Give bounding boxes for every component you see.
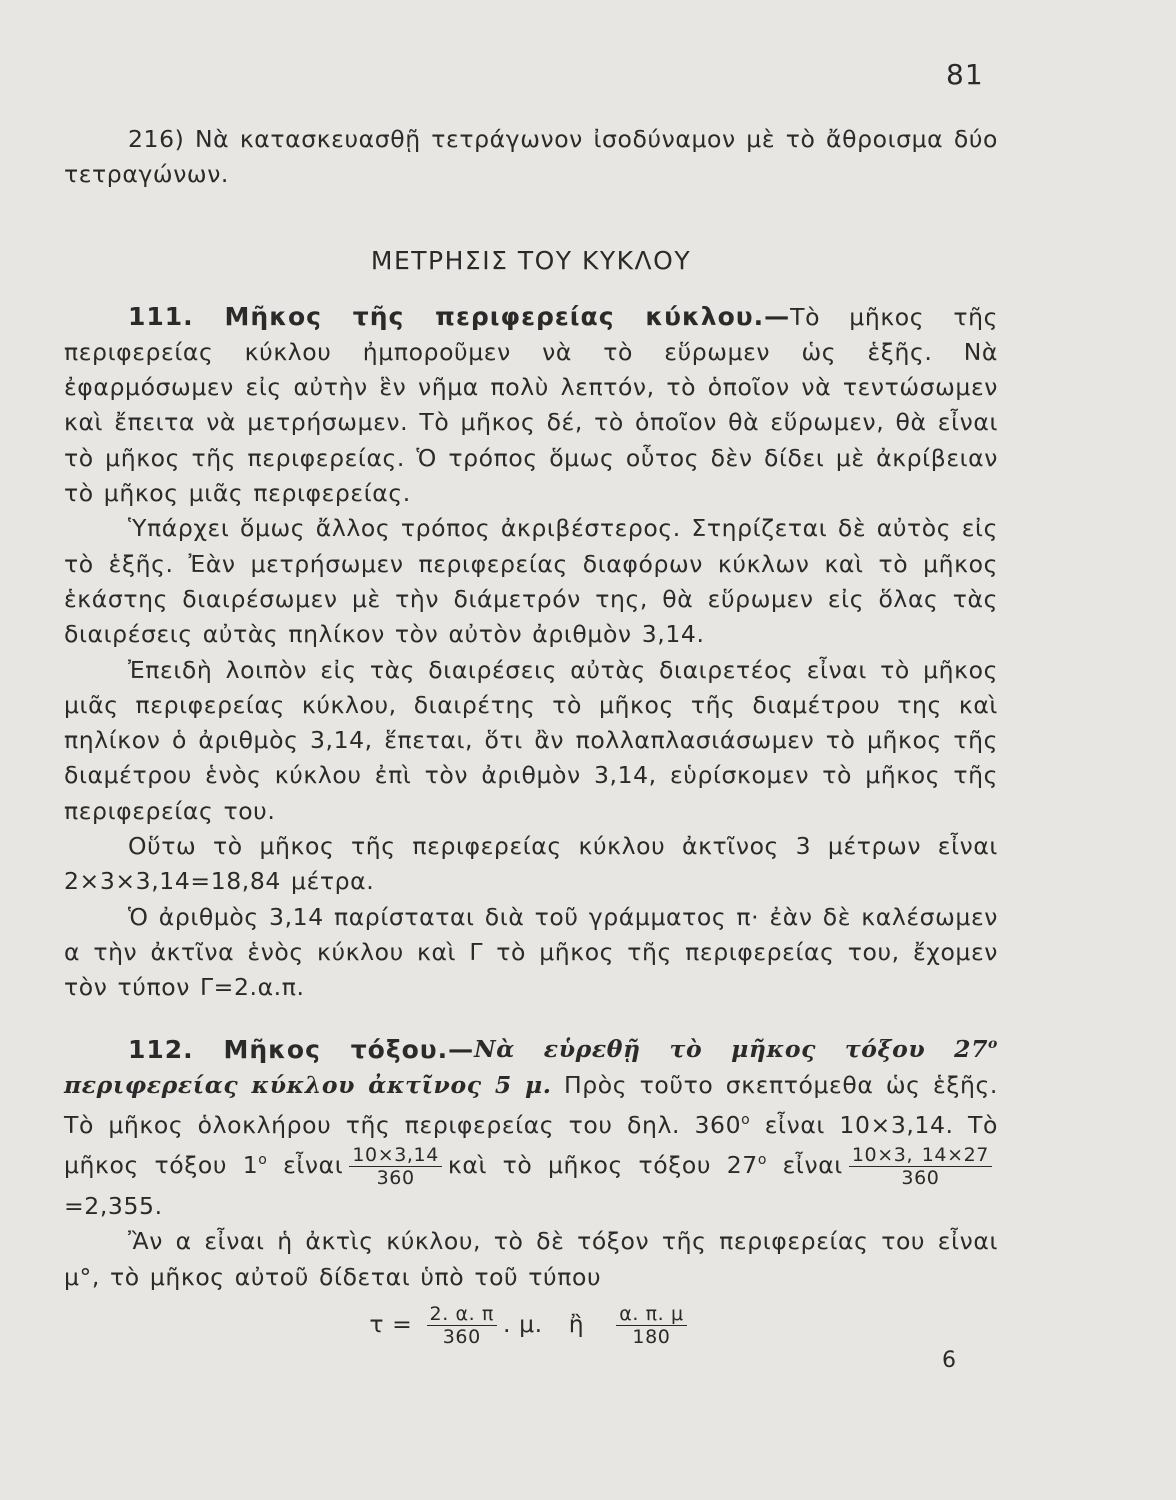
text-d: καὶ τὸ μῆκος τόξου 27 (447, 1150, 758, 1179)
formula-multiply: . μ. (502, 1309, 543, 1338)
degree-sign: ο (988, 1036, 998, 1053)
fraction-denominator: 360 (442, 1325, 481, 1348)
page-content (64, 122, 998, 1349)
section-111-para-1 (64, 299, 998, 512)
section-111-heading: 111. Μῆκος τῆς περιφερείας κύκλου.— (128, 301, 791, 331)
text-f: =2,355. (64, 1191, 163, 1220)
section-112-heading: 112. Μῆκος τόξου.— (128, 1034, 475, 1064)
fraction-numerator: 10×3, 14×27 (849, 1144, 992, 1167)
fraction-arc-27-degrees (849, 1144, 992, 1189)
section-title: ΜΕΤΡΗΣΙΣ ΤΟΥ ΚΥΚΛΟΥ (370, 245, 692, 275)
exercise-216: 216) Νὰ κατασκευασθῇ τετράγωνον ἰσοδύναμον μὲ τὸ ἄθροισμα δύο τετραγώνων. (64, 125, 998, 189)
formula-lhs: τ = (369, 1309, 413, 1338)
degree-sign: ο (741, 1111, 751, 1128)
text-c: εἶναι (267, 1150, 344, 1179)
section-111-para-5: Ὁ ἀριθμὸς 3,14 παρίσταται διὰ τοῦ γράμματος π· ἐὰν δὲ καλέσωμεν α τὴν ἀκτῖνα ἑνὸς κύκλου καὶ Γ τὸ μῆκος τῆς περιφερείας του, ἔχομεν τὸν τύπον Γ=2.α.π. (64, 902, 998, 1002)
section-111-para-1-text: Τὸ μῆκος τῆς περιφερείας κύκλου ἠμποροῦμεν νὰ τὸ εὕρωμεν ὡς ἑξῆς. Νὰ ἐφαρμόσωμεν εἰς αὐτὴν ἓν νῆμα πολὺ λεπτόν, τὸ ὁποῖον νὰ τεντώσωμεν καὶ ἔπειτα νὰ μετρήσωμεν. Τὸ μῆκος δέ, τὸ ὁποῖον θὰ εὕρωμεν, θὰ εἶναι τὸ μῆκος τῆς περιφερείας. Ὁ τρόπος ὅμως οὗτος δὲν δίδει μὲ ἀκρίβειαν τὸ μῆκος μιᾶς περιφερείας. (64, 302, 998, 508)
fraction-numerator: α. π. μ (616, 1303, 686, 1326)
degree-sign: ο (757, 1152, 767, 1169)
fraction-numerator: 10×3,14 (349, 1144, 442, 1167)
section-112-para-1 (64, 1028, 998, 1225)
text-e: εἶναι (767, 1150, 843, 1179)
text-a: Πρὸς τοῦτο σκεπτόμεθα ὡς ἑξῆς. Τὸ μῆκος ὁλοκλήρου τῆς περιφερείας του δηλ. 360 (64, 1070, 998, 1139)
fraction-denominator: 360 (901, 1166, 940, 1189)
section-111-para-4: Οὕτω τὸ μῆκος τῆς περιφερείας κύκλου ἀκτῖνος 3 μέτρων εἶναι 2×3×3,14=18,84 μέτρα. (64, 832, 998, 896)
page-number: 81 (946, 58, 984, 91)
fraction-arc-1-degree (349, 1144, 442, 1189)
arc-length-formula (64, 1299, 998, 1349)
formula-fraction-1 (427, 1303, 497, 1348)
problem-text-a: Νὰ εὑρεθῇ τὸ μῆκος τόξου 27 (474, 1035, 989, 1064)
degree-sign: ο (258, 1152, 268, 1169)
text-b: εἶναι 10×3,14. Τὸ μῆκος τόξου 1 (64, 1110, 998, 1179)
section-111-para-3: Ἐπειδὴ λοιπὸν εἰς τὰς διαιρέσεις αὐτὰς διαιρετέος εἶναι τὸ μῆκος μιᾶς περιφερείας κύκλου, διαιρέτης τὸ μῆκος τῆς διαμέτρου της καὶ πηλίκον ὁ ἀριθμὸς 3,14, ἕπεται, ὅτι ἂν πολλαπλασιάσωμεν τὸ μῆκος τῆς διαμέτρου ἑνὸς κύκλου ἐπὶ τὸν ἀριθμὸν 3,14, εὑρίσκομεν τὸ μῆκος τῆς περιφερείας του. (64, 655, 998, 825)
fraction-numerator: 2. α. π (427, 1303, 497, 1326)
fraction-denominator: 180 (632, 1325, 671, 1348)
signature-number: 6 (942, 1348, 956, 1373)
section-112-para-2: Ἂν α εἶναι ἡ ἀκτὶς κύκλου, τὸ δὲ τόξον τῆς περιφερείας του εἶναι μ°, τὸ μῆκος αὐτοῦ δίδεται ὑπὸ τοῦ τύπου (64, 1227, 998, 1291)
section-111-para-2: Ὑπάρχει ὅμως ἄλλος τρόπος ἀκριβέστερος. Στηρίζεται δὲ αὐτὸς εἰς τὸ ἑξῆς. Ἐὰν μετρήσωμεν περιφερείας διαφόρων κύκλων καὶ τὸ μῆκος ἑκάστης διαιρέσωμεν μὲ τὴν διάμετρόν της, θὰ εὕρωμεν εἰς ὅλας τὰς διαιρέσεις αὐτὰς πηλίκον τὸν αὐτὸν ἀριθμὸν 3,14. (64, 514, 998, 649)
formula-or: ἢ (568, 1309, 585, 1338)
fraction-denominator: 360 (376, 1166, 415, 1189)
formula-fraction-2 (616, 1303, 686, 1348)
problem-text-b: περιφερείας κύκλου ἀκτῖνος 5 μ. (64, 1070, 552, 1099)
